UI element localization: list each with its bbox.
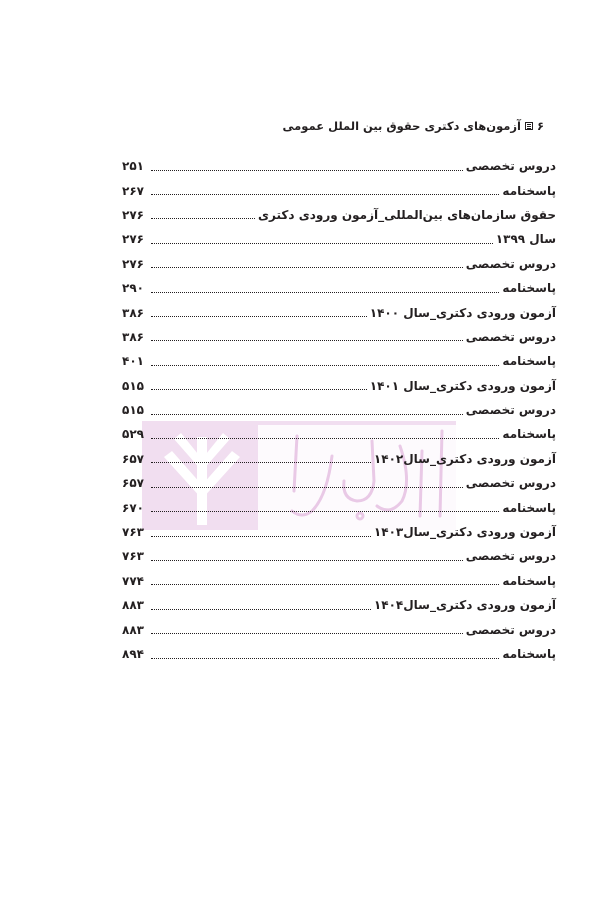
toc-entry[interactable]: [122, 617, 556, 641]
toc-entry-title: پاسخنامه: [502, 281, 556, 296]
toc-entry-title: دروس تخصصی: [465, 476, 556, 491]
toc-entry-title: آزمون ورودی دکتری_سال ۱۴۰۱: [369, 378, 556, 393]
dot-leader: [151, 316, 367, 317]
book-box-icon: [525, 122, 533, 130]
toc-entry[interactable]: [122, 203, 556, 227]
toc-entry-page: ۸۹۴: [122, 647, 144, 661]
dot-leader: [151, 365, 499, 366]
toc-entry[interactable]: [122, 325, 556, 349]
toc-entry-page: ۲۹۰: [122, 281, 144, 296]
dot-leader: [151, 536, 371, 537]
toc-entry[interactable]: [122, 398, 556, 422]
toc-entry[interactable]: [122, 593, 556, 617]
dot-leader: [151, 487, 463, 488]
toc-entry-title: پاسخنامه: [502, 354, 556, 369]
toc-entry-title: دروس تخصصی: [465, 622, 556, 637]
dot-leader: [151, 267, 463, 268]
toc-entry[interactable]: [122, 422, 556, 446]
toc-entry-title: دروس تخصصی: [465, 403, 556, 418]
toc-entry-page: ۲۶۷: [122, 183, 144, 198]
toc-entry-title: آزمون ورودی دکتری_سال۱۴۰۲: [373, 451, 556, 466]
page-number: ۶: [536, 119, 544, 133]
toc-entry-title: دروس تخصصی: [465, 549, 556, 564]
toc-entry-page: ۶۵۷: [122, 476, 144, 491]
toc-entry-page: ۲۷۶: [122, 256, 144, 271]
dot-leader: [151, 560, 463, 561]
toc-entry[interactable]: [122, 495, 556, 519]
toc-entry[interactable]: [122, 154, 556, 178]
table-of-contents: [122, 154, 556, 666]
toc-entry-page: ۸۸۳: [122, 598, 144, 613]
toc-entry[interactable]: [122, 300, 556, 324]
toc-entry-page: ۶۵۷: [122, 451, 144, 466]
toc-entry-page: ۵۱۵: [122, 403, 144, 418]
toc-entry-title: حقوق سازمان‌های بین‌المللی_آزمون ورودی دکتری: [258, 207, 556, 222]
toc-entry-title: آزمون ورودی دکتری_سال ۱۴۰۰: [369, 305, 556, 320]
toc-entry[interactable]: [122, 642, 556, 666]
toc-entry[interactable]: [122, 520, 556, 544]
dot-leader: [151, 462, 371, 463]
toc-entry-title: دروس تخصصی: [465, 159, 556, 174]
toc-entry-title: پاسخنامه: [502, 183, 556, 198]
toc-entry-page: ۲۷۶: [122, 232, 144, 247]
toc-entry-title: پاسخنامه: [502, 427, 556, 442]
dot-leader: [151, 658, 499, 659]
toc-entry-title: دروس تخصصی: [465, 329, 556, 344]
toc-entry-page: ۷۶۳: [122, 525, 144, 540]
toc-entry[interactable]: [122, 471, 556, 495]
toc-entry-page: ۳۸۶: [122, 329, 144, 344]
toc-entry-page: ۳۸۶: [122, 305, 144, 320]
toc-entry-title: سال ۱۳۹۹: [495, 232, 556, 247]
toc-entry[interactable]: [122, 544, 556, 568]
dot-leader: [151, 389, 367, 390]
toc-entry-page: ۶۷۰: [122, 500, 144, 515]
toc-entry[interactable]: [122, 276, 556, 300]
toc-entry-page: ۵۲۹: [122, 427, 144, 442]
dot-leader: [151, 414, 463, 415]
toc-entry-page: ۲۷۶: [122, 207, 144, 222]
dot-leader: [151, 243, 493, 244]
toc-entry-title: آزمون ورودی دکتری_سال۱۴۰۴: [373, 598, 556, 613]
dot-leader: [151, 584, 499, 585]
toc-entry-page: ۷۷۴: [122, 573, 144, 588]
dot-leader: [151, 438, 499, 439]
running-header: [283, 119, 544, 133]
dot-leader: [151, 609, 371, 610]
toc-entry[interactable]: [122, 569, 556, 593]
dot-leader: [151, 194, 499, 195]
toc-entry-title: پاسخنامه: [502, 573, 556, 588]
toc-entry-page: ۴۰۱: [122, 354, 144, 369]
running-header-title: آزمون‌های دکتری حقوق بین الملل عمومی: [282, 119, 521, 133]
toc-entry[interactable]: [122, 374, 556, 398]
dot-leader: [151, 170, 463, 171]
toc-entry-title: آزمون ورودی دکتری_سال۱۴۰۳: [373, 525, 556, 540]
dot-leader: [151, 218, 255, 219]
toc-entry[interactable]: [122, 349, 556, 373]
dot-leader: [151, 511, 499, 512]
dot-leader: [151, 340, 463, 341]
toc-entry-title: دروس تخصصی: [465, 256, 556, 271]
dot-leader: [151, 292, 499, 293]
toc-entry-page: ۵۱۵: [122, 378, 144, 393]
toc-entry[interactable]: [122, 252, 556, 276]
dot-leader: [151, 633, 463, 634]
toc-entry-page: ۲۵۱: [122, 159, 144, 174]
toc-entry-page: ۷۶۳: [122, 549, 144, 564]
toc-entry[interactable]: [122, 227, 556, 251]
toc-entry[interactable]: [122, 447, 556, 471]
toc-entry-title: پاسخنامه: [502, 500, 556, 515]
toc-entry-title: پاسخنامه: [502, 647, 556, 661]
toc-entry[interactable]: [122, 178, 556, 202]
toc-entry-page: ۸۸۳: [122, 622, 144, 637]
